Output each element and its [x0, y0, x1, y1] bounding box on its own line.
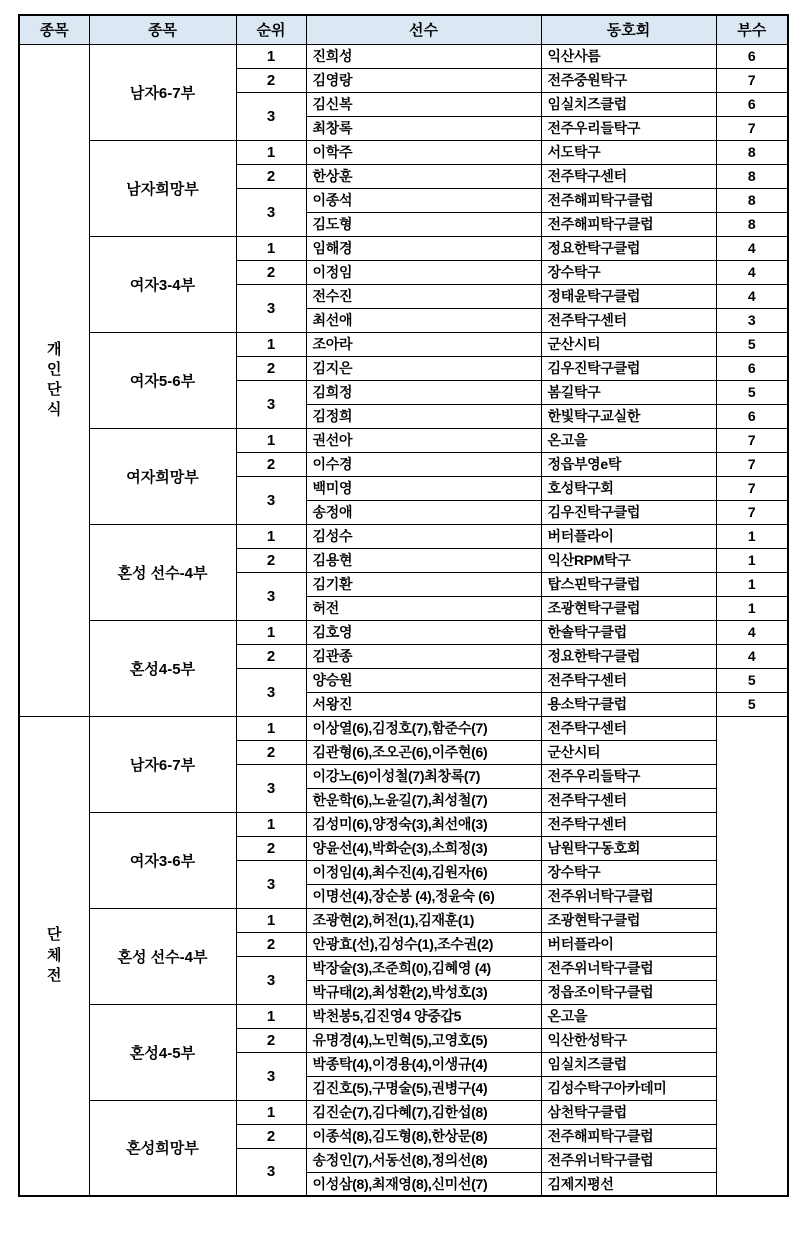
player-cell: 전수진	[306, 284, 541, 308]
busu-cell: 7	[716, 500, 788, 524]
section-cell-0	[19, 44, 89, 716]
player-cell: 이학주	[306, 140, 541, 164]
category-cell: 여자3-6부	[89, 812, 236, 908]
player-cell: 최창록	[306, 116, 541, 140]
table-row	[19, 236, 788, 260]
player-cell: 임해경	[306, 236, 541, 260]
busu-cell: 1	[716, 596, 788, 620]
player-cell: 김호영	[306, 620, 541, 644]
busu-cell: 1	[716, 548, 788, 572]
section-label: 단체전	[47, 926, 62, 984]
club-cell: 전주탁구센터	[541, 308, 716, 332]
busu-cell: 8	[716, 164, 788, 188]
player-cell: 김진호(5),구명술(5),권병구(4)	[306, 1076, 541, 1100]
player-cell: 김도형	[306, 212, 541, 236]
busu-cell: 5	[716, 692, 788, 716]
rank-cell: 2	[236, 356, 306, 380]
player-cell: 양윤선(4),박화순(3),소희정(3)	[306, 836, 541, 860]
player-cell: 김성수	[306, 524, 541, 548]
rank-cell: 2	[236, 836, 306, 860]
column-header-4: 동호회	[541, 15, 716, 44]
busu-cell: 4	[716, 644, 788, 668]
player-cell: 김용현	[306, 548, 541, 572]
category-cell: 남자6-7부	[89, 716, 236, 812]
club-cell: 김성수탁구아카데미	[541, 1076, 716, 1100]
club-cell: 조광현탁구클럽	[541, 596, 716, 620]
player-cell: 조광현(2),허전(1),김재훈(1)	[306, 908, 541, 932]
rank-cell: 2	[236, 644, 306, 668]
category-cell: 혼성 선수-4부	[89, 524, 236, 620]
busu-merged-cell	[716, 716, 788, 1196]
busu-cell: 6	[716, 92, 788, 116]
club-cell: 전주탁구센터	[541, 812, 716, 836]
category-cell: 혼성희망부	[89, 1100, 236, 1196]
busu-cell: 7	[716, 428, 788, 452]
rank-cell: 2	[236, 164, 306, 188]
table-row	[19, 908, 788, 932]
rank-cell: 3	[236, 92, 306, 140]
column-header-3: 선수	[306, 15, 541, 44]
busu-cell: 8	[716, 212, 788, 236]
club-cell: 서도탁구	[541, 140, 716, 164]
club-cell: 전주탁구센터	[541, 164, 716, 188]
busu-cell: 7	[716, 116, 788, 140]
busu-cell: 7	[716, 476, 788, 500]
rank-cell: 3	[236, 956, 306, 1004]
player-cell: 이종석	[306, 188, 541, 212]
club-cell: 전주해피탁구클럽	[541, 188, 716, 212]
player-cell: 김기환	[306, 572, 541, 596]
player-cell: 최선애	[306, 308, 541, 332]
club-cell: 온고을	[541, 428, 716, 452]
club-cell: 김제지평선	[541, 1172, 716, 1196]
club-cell: 익산RPM탁구	[541, 548, 716, 572]
table-row	[19, 44, 788, 68]
player-cell: 김정희	[306, 404, 541, 428]
column-header-1: 종목	[89, 15, 236, 44]
club-cell: 전주해피탁구클럽	[541, 1124, 716, 1148]
category-cell: 여자희망부	[89, 428, 236, 524]
club-cell: 한솔탁구클럽	[541, 620, 716, 644]
club-cell: 온고을	[541, 1004, 716, 1028]
rank-cell: 1	[236, 908, 306, 932]
player-cell: 박종탁(4),이경용(4),이생규(4)	[306, 1052, 541, 1076]
table-row	[19, 332, 788, 356]
club-cell: 임실치즈클럽	[541, 92, 716, 116]
club-cell: 익산한성탁구	[541, 1028, 716, 1052]
club-cell: 장수탁구	[541, 860, 716, 884]
rank-cell: 3	[236, 1148, 306, 1196]
rank-cell: 3	[236, 572, 306, 620]
category-cell: 남자희망부	[89, 140, 236, 236]
table-row	[19, 1004, 788, 1028]
rank-cell: 3	[236, 476, 306, 524]
rank-cell: 3	[236, 1052, 306, 1100]
busu-cell: 1	[716, 572, 788, 596]
rank-cell: 3	[236, 380, 306, 428]
busu-cell: 7	[716, 452, 788, 476]
player-cell: 이정임(4),최수진(4),김원자(6)	[306, 860, 541, 884]
club-cell: 버터플라이	[541, 932, 716, 956]
player-cell: 김성미(6),양정숙(3),최선애(3)	[306, 812, 541, 836]
club-cell: 봄길탁구	[541, 380, 716, 404]
player-cell: 이수경	[306, 452, 541, 476]
rank-cell: 1	[236, 332, 306, 356]
rank-cell: 3	[236, 764, 306, 812]
club-cell: 군산시티	[541, 740, 716, 764]
club-cell: 전주우리들탁구	[541, 116, 716, 140]
rank-cell: 2	[236, 548, 306, 572]
club-cell: 전주탁구센터	[541, 716, 716, 740]
rank-cell: 3	[236, 188, 306, 236]
player-cell: 김영랑	[306, 68, 541, 92]
player-cell: 서왕진	[306, 692, 541, 716]
rank-cell: 1	[236, 236, 306, 260]
table-header	[19, 15, 788, 44]
table-row	[19, 716, 788, 740]
club-cell: 김우진탁구클럽	[541, 500, 716, 524]
club-cell: 정읍부영e탁	[541, 452, 716, 476]
player-cell: 김신복	[306, 92, 541, 116]
rank-cell: 1	[236, 1100, 306, 1124]
rank-cell: 1	[236, 1004, 306, 1028]
club-cell: 전주위너탁구클럽	[541, 1148, 716, 1172]
busu-cell: 4	[716, 260, 788, 284]
club-cell: 전주탁구센터	[541, 668, 716, 692]
busu-cell: 3	[716, 308, 788, 332]
player-cell: 이명선(4),장순봉 (4),정윤숙 (6)	[306, 884, 541, 908]
player-cell: 박장술(3),조준희(0),김혜영 (4)	[306, 956, 541, 980]
rank-cell: 3	[236, 860, 306, 908]
player-cell: 김관형(6),조오곤(6),이주현(6)	[306, 740, 541, 764]
player-cell: 조아라	[306, 332, 541, 356]
player-cell: 권선아	[306, 428, 541, 452]
busu-cell: 1	[716, 524, 788, 548]
table-row	[19, 620, 788, 644]
club-cell: 남원탁구동호회	[541, 836, 716, 860]
player-cell: 송정애	[306, 500, 541, 524]
busu-cell: 7	[716, 68, 788, 92]
player-cell: 송정인(7),서동선(8),정의선(8)	[306, 1148, 541, 1172]
club-cell: 군산시티	[541, 332, 716, 356]
table-row	[19, 140, 788, 164]
club-cell: 용소탁구클럽	[541, 692, 716, 716]
busu-cell: 8	[716, 188, 788, 212]
section-cell-1	[19, 716, 89, 1196]
section-label: 개인단식	[47, 340, 62, 419]
rank-cell: 1	[236, 428, 306, 452]
player-cell: 박규태(2),최성환(2),박성호(3)	[306, 980, 541, 1004]
player-cell: 백미영	[306, 476, 541, 500]
player-cell: 김진순(7),김다혜(7),김한섭(8)	[306, 1100, 541, 1124]
player-cell: 이종석(8),김도형(8),한상문(8)	[306, 1124, 541, 1148]
club-cell: 한빛탁구교실한	[541, 404, 716, 428]
busu-cell: 5	[716, 668, 788, 692]
rank-cell: 1	[236, 716, 306, 740]
club-cell: 조광현탁구클럽	[541, 908, 716, 932]
rank-cell: 1	[236, 812, 306, 836]
club-cell: 전주우리들탁구	[541, 764, 716, 788]
player-cell: 이정임	[306, 260, 541, 284]
busu-cell: 8	[716, 140, 788, 164]
club-cell: 정태윤탁구클럽	[541, 284, 716, 308]
category-cell: 혼성 선수-4부	[89, 908, 236, 1004]
player-cell: 김희정	[306, 380, 541, 404]
player-cell: 한상훈	[306, 164, 541, 188]
player-cell: 안광효(선),김성수(1),조수권(2)	[306, 932, 541, 956]
club-cell: 전주해피탁구클럽	[541, 212, 716, 236]
player-cell: 유명경(4),노민혁(5),고영호(5)	[306, 1028, 541, 1052]
club-cell: 전주탁구센터	[541, 788, 716, 812]
player-cell: 진희성	[306, 44, 541, 68]
club-cell: 김우진탁구클럽	[541, 356, 716, 380]
club-cell: 익산사름	[541, 44, 716, 68]
rank-cell: 3	[236, 668, 306, 716]
category-cell: 여자5-6부	[89, 332, 236, 428]
table-row	[19, 524, 788, 548]
club-cell: 전주위너탁구클럽	[541, 956, 716, 980]
rank-cell: 1	[236, 140, 306, 164]
rank-cell: 1	[236, 620, 306, 644]
rank-cell: 2	[236, 452, 306, 476]
club-cell: 정읍조이탁구클럽	[541, 980, 716, 1004]
player-cell: 한운학(6),노윤길(7),최성철(7)	[306, 788, 541, 812]
player-cell: 이강노(6)이성철(7)최창록(7)	[306, 764, 541, 788]
rank-cell: 2	[236, 932, 306, 956]
rank-cell: 2	[236, 1028, 306, 1052]
club-cell: 장수탁구	[541, 260, 716, 284]
rank-cell: 2	[236, 260, 306, 284]
column-header-0: 종목	[19, 15, 89, 44]
busu-cell: 6	[716, 356, 788, 380]
busu-cell: 4	[716, 236, 788, 260]
player-cell: 이성삼(8),최재영(8),신미선(7)	[306, 1172, 541, 1196]
busu-cell: 6	[716, 44, 788, 68]
table-row	[19, 1100, 788, 1124]
player-cell: 김지은	[306, 356, 541, 380]
player-cell: 이상열(6),김정호(7),함준수(7)	[306, 716, 541, 740]
club-cell: 정요한탁구클럽	[541, 644, 716, 668]
category-cell: 남자6-7부	[89, 44, 236, 140]
rank-cell: 1	[236, 44, 306, 68]
player-cell: 박천봉5,김진영4 양중갑5	[306, 1004, 541, 1028]
rank-cell: 2	[236, 1124, 306, 1148]
rank-cell: 2	[236, 68, 306, 92]
rank-cell: 3	[236, 284, 306, 332]
club-cell: 호성탁구회	[541, 476, 716, 500]
club-cell: 탑스핀탁구클럽	[541, 572, 716, 596]
rank-cell: 1	[236, 524, 306, 548]
player-cell: 김관종	[306, 644, 541, 668]
category-cell: 여자3-4부	[89, 236, 236, 332]
busu-cell: 4	[716, 284, 788, 308]
column-header-2: 순위	[236, 15, 306, 44]
busu-cell: 5	[716, 380, 788, 404]
club-cell: 전주위너탁구클럽	[541, 884, 716, 908]
results-table	[18, 14, 789, 1197]
club-cell: 삼천탁구클럽	[541, 1100, 716, 1124]
player-cell: 허전	[306, 596, 541, 620]
club-cell: 버터플라이	[541, 524, 716, 548]
table-row	[19, 812, 788, 836]
table-body	[19, 44, 788, 1196]
category-cell: 혼성4-5부	[89, 620, 236, 716]
club-cell: 임실치즈클럽	[541, 1052, 716, 1076]
column-header-5: 부수	[716, 15, 788, 44]
club-cell: 정요한탁구클럽	[541, 236, 716, 260]
rank-cell: 2	[236, 740, 306, 764]
table-row	[19, 428, 788, 452]
busu-cell: 4	[716, 620, 788, 644]
busu-cell: 6	[716, 404, 788, 428]
category-cell: 혼성4-5부	[89, 1004, 236, 1100]
header-row	[19, 15, 788, 44]
player-cell: 양승원	[306, 668, 541, 692]
busu-cell: 5	[716, 332, 788, 356]
club-cell: 전주중원탁구	[541, 68, 716, 92]
